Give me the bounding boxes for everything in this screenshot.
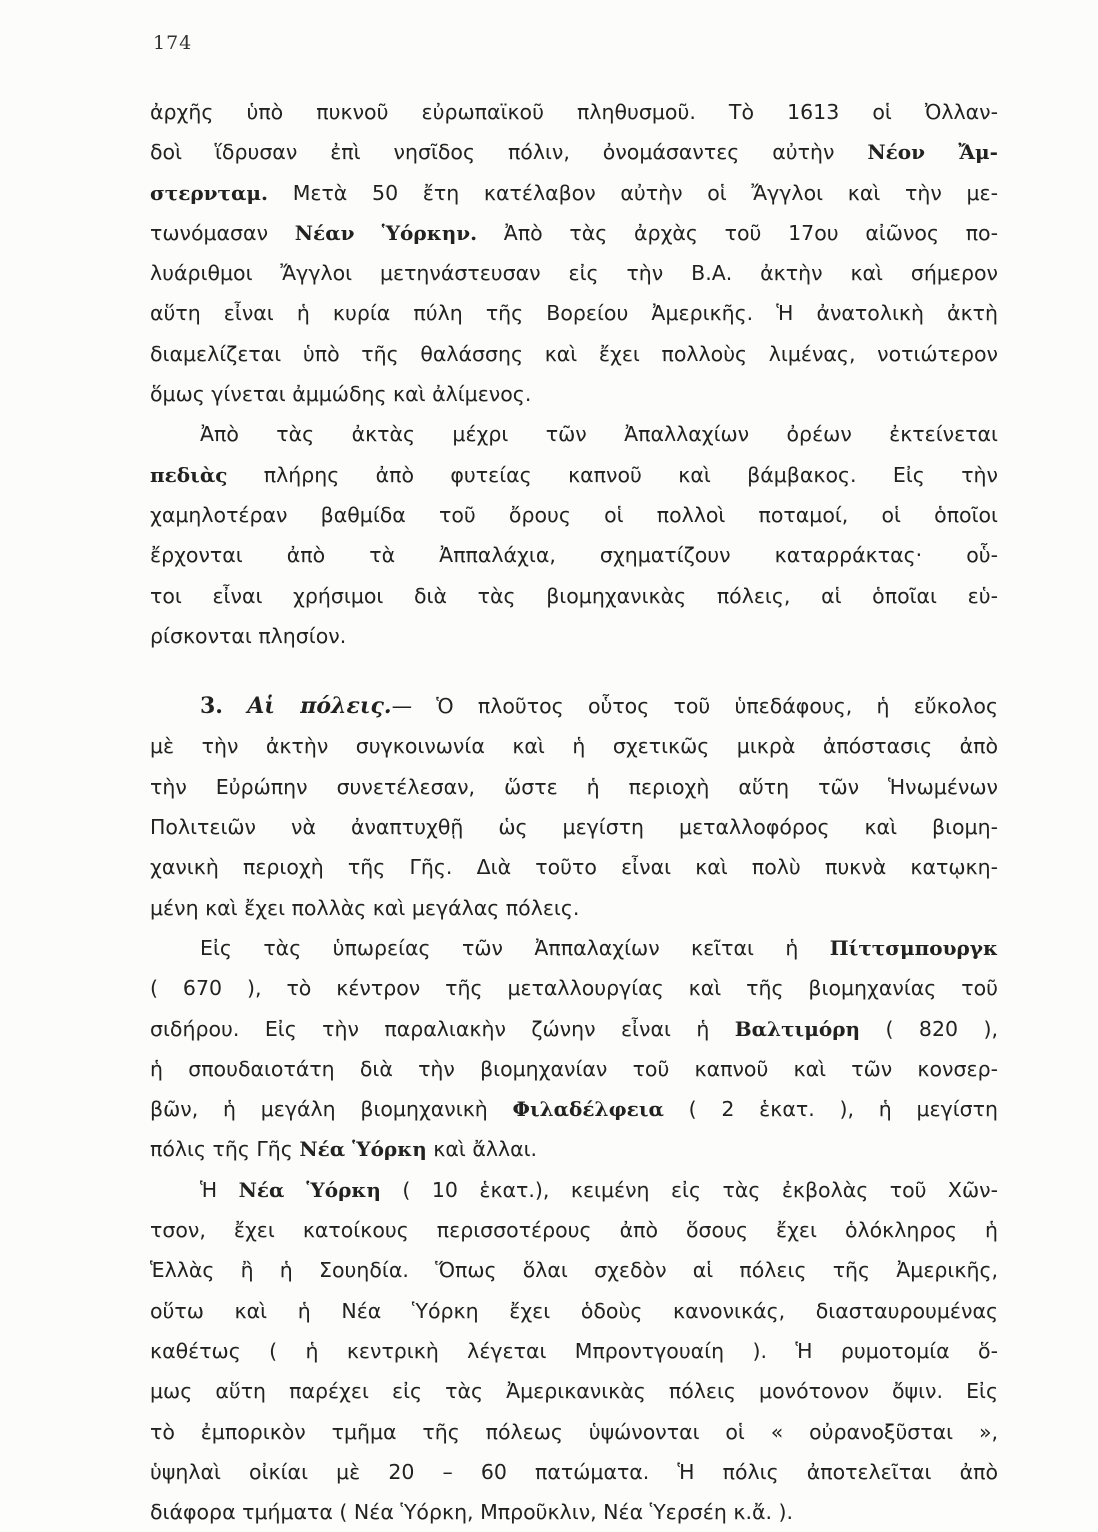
- text-line: μὲ τὴν ἀκτὴν συγκοινωνία καὶ ἡ σχετικῶς μικρὰ ἀπόστασις ἀπὸ: [150, 734, 998, 759]
- text-line: ρίσκονται πλησίον.: [150, 623, 347, 648]
- body-text: [150, 92, 998, 1532]
- text-line: [150, 1089, 998, 1129]
- city-name-pittsburgh: Πίττσμπουργκ: [829, 935, 998, 960]
- place-name-new-amsterdam: Νέον Ἄμ-: [867, 140, 998, 165]
- text-line: [150, 213, 998, 253]
- text-span: σιδήρου. Εἰς τὴν παραλιακὴν ζώνην εἶναι ἡ: [150, 1016, 735, 1041]
- place-name-new-york: Νέαν Ὑόρκην.: [294, 220, 478, 245]
- text-span: Εἰς τὰς ὑπωρείας τῶν Ἀππαλαχίων κεῖται ἡ: [200, 935, 830, 960]
- term-plain: πεδιὰς: [150, 462, 228, 487]
- section-number: 3.: [200, 693, 223, 720]
- text-line: [150, 686, 998, 726]
- text-span: Ἡ: [200, 1177, 239, 1202]
- text-line: [150, 1170, 998, 1210]
- text-line: διαμελίζεται ὑπὸ τῆς θαλάσσης καὶ ἔχει πολλοὺς λιμένας, νοτιώτερον: [150, 341, 998, 366]
- text-line: ὅμως γίνεται ἀμμώδης καὶ ἀλίμενος.: [150, 382, 532, 407]
- text-line: [150, 455, 998, 495]
- text-line: [150, 1129, 998, 1169]
- page-number: 174: [153, 32, 193, 54]
- section-gap: [150, 656, 998, 686]
- text-span: ( 10 ἑκατ.), κειμένη εἰς τὰς ἐκβολὰς τοῦ Χῶν-: [380, 1177, 998, 1202]
- text-span: πόλις τῆς Γῆς: [150, 1137, 300, 1162]
- text-line: ἔρχονται ἀπὸ τὰ Ἀππαλάχια, σχηματίζουν καταρράκτας· οὗ-: [150, 543, 998, 568]
- text-line: Πολιτειῶν νὰ ἀναπτυχθῇ ὡς μεγίστη μεταλλοφόρος καὶ βιομη-: [150, 815, 998, 840]
- text-span: καὶ ἄλλαι.: [426, 1137, 538, 1162]
- city-name-philadelphia: Φιλαδέλφεια: [512, 1097, 664, 1122]
- place-name-new-amsterdam-cont: στερνταμ.: [150, 180, 268, 205]
- city-name-new-york: Νέα Ὑόρκη: [299, 1137, 427, 1162]
- text-line: ἀρχῆς ὑπὸ πυκνοῦ εὐρωπαϊκοῦ πληθυσμοῦ. Τὸ 1613 οἱ Ὀλλαν-: [150, 100, 998, 124]
- text-line: τοι εἶναι χρήσιμοι διὰ τὰς βιομηχανικὰς πόλεις, αἱ ὁποῖαι εὑ-: [150, 583, 998, 608]
- text-span: Μετὰ 50 ἔτη κατέλαβον αὐτὴν οἱ Ἄγγλοι καὶ τὴν με-: [268, 180, 998, 205]
- section-title: Αἱ πόλεις.: [247, 693, 392, 720]
- text-line: χαμηλοτέραν βαθμίδα τοῦ ὄρους οἱ πολλοὶ ποταμοί, οἱ ὁποῖοι: [150, 502, 998, 527]
- text-span: τωνόμασαν: [150, 220, 295, 245]
- text-line: Ἑλλὰς ἢ ἡ Σουηδία. Ὅπως ὅλαι σχεδὸν αἱ πόλεις τῆς Ἀμερικῆς,: [150, 1258, 998, 1283]
- text-line: [150, 1009, 998, 1049]
- text-line: τσον, ἔχει κατοίκους περισσοτέρους ἀπὸ ὅσους ἔχει ὁλόκληρος ἡ: [150, 1218, 998, 1243]
- text-span: ( 2 ἑκατ. ), ἡ μεγίστη: [663, 1097, 998, 1122]
- text-line: μως αὕτη παρέχει εἰς τὰς Ἀμερικανικὰς πόλεις μονότονον ὄψιν. Εἰς: [150, 1379, 998, 1404]
- text-line: Ἀπὸ τὰς ἀκτὰς μέχρι τῶν Ἀπαλλαχίων ὀρέων ἐκτείνεται: [200, 422, 998, 447]
- text-line: ἡ σπουδαιοτάτη διὰ τὴν βιομηχανίαν τοῦ καπνοῦ καὶ τῶν κονσερ-: [150, 1056, 998, 1081]
- text-line: τὸ ἐμπορικὸν τμῆμα τῆς πόλεως ὑψώνονται οἱ « οὐρανοξῦσται »,: [150, 1419, 998, 1444]
- text-line: μένη καὶ ἔχει πολλὰς καὶ μεγάλας πόλεις.: [150, 895, 580, 920]
- paragraph-5: [150, 1170, 998, 1532]
- city-name-new-york: Νέα Ὑόρκη: [238, 1177, 381, 1202]
- text-span: ( 820 ),: [860, 1016, 998, 1041]
- section-3: [150, 686, 998, 928]
- paragraph-4: [150, 928, 998, 1170]
- city-name-baltimore: Βαλτιμόρη: [734, 1016, 861, 1041]
- text-line: λυάριθμοι Ἄγγλοι μετηνάστευσαν εἰς τὴν Β.Α. ἀκτὴν καὶ σήμερον: [150, 261, 998, 286]
- text-line: ὑψηλαὶ οἰκίαι μὲ 20 – 60 πατώματα. Ἡ πόλις ἀποτελεῖται ἀπὸ: [150, 1459, 998, 1484]
- text-span: δοὶ ἵδρυσαν ἐπὶ νησῖδος πόλιν, ὀνομάσαντες αὐτὴν: [150, 140, 835, 165]
- paragraph-1: [150, 92, 998, 414]
- paragraph-2: [150, 414, 998, 656]
- text-line: τὴν Εὐρώπην συνετέλεσαν, ὥστε ἡ περιοχὴ αὕτη τῶν Ἡνωμένων: [150, 774, 998, 799]
- text-line: [150, 173, 998, 213]
- text-span: — Ὁ πλοῦτος οὗτος τοῦ ὑπεδάφους, ἡ εὔκολος: [391, 694, 998, 719]
- text-line: ( 670 ), τὸ κέντρον τῆς μεταλλουργίας καὶ τῆς βιομηχανίας τοῦ: [150, 976, 998, 1001]
- text-line: οὕτω καὶ ἡ Νέα Ὑόρκη ἔχει ὁδοὺς κανονικάς, διασταυρουμένας: [150, 1298, 998, 1323]
- text-line: χανικὴ περιοχὴ τῆς Γῆς. Διὰ τοῦτο εἶναι καὶ πολὺ πυκνὰ κατῳκη-: [150, 855, 998, 880]
- text-line: διάφορα τμήματα ( Νέα Ὑόρκη, Μπροῦκλιν, Νέα Ὑερσέη κ.ἄ. ).: [150, 1500, 794, 1525]
- text-line: [150, 132, 998, 172]
- text-line: αὕτη εἶναι ἡ κυρία πύλη τῆς Βορείου Ἀμερικῆς. Ἡ ἀνατολικὴ ἀκτὴ: [150, 301, 998, 326]
- text-line: [150, 928, 998, 968]
- text-line: καθέτως ( ἡ κεντρικὴ λέγεται Μπροντγουαίη ). Ἡ ρυμοτομία ὅ-: [150, 1338, 998, 1363]
- text-span: βῶν, ἡ μεγάλη βιομηχανικὴ: [150, 1097, 513, 1122]
- text-span: πλήρης ἀπὸ φυτείας καπνοῦ καὶ βάμβακος. Εἰς τὴν: [227, 462, 998, 487]
- text-span: Ἀπὸ τὰς ἀρχὰς τοῦ 17ου αἰῶνος πο-: [477, 220, 998, 245]
